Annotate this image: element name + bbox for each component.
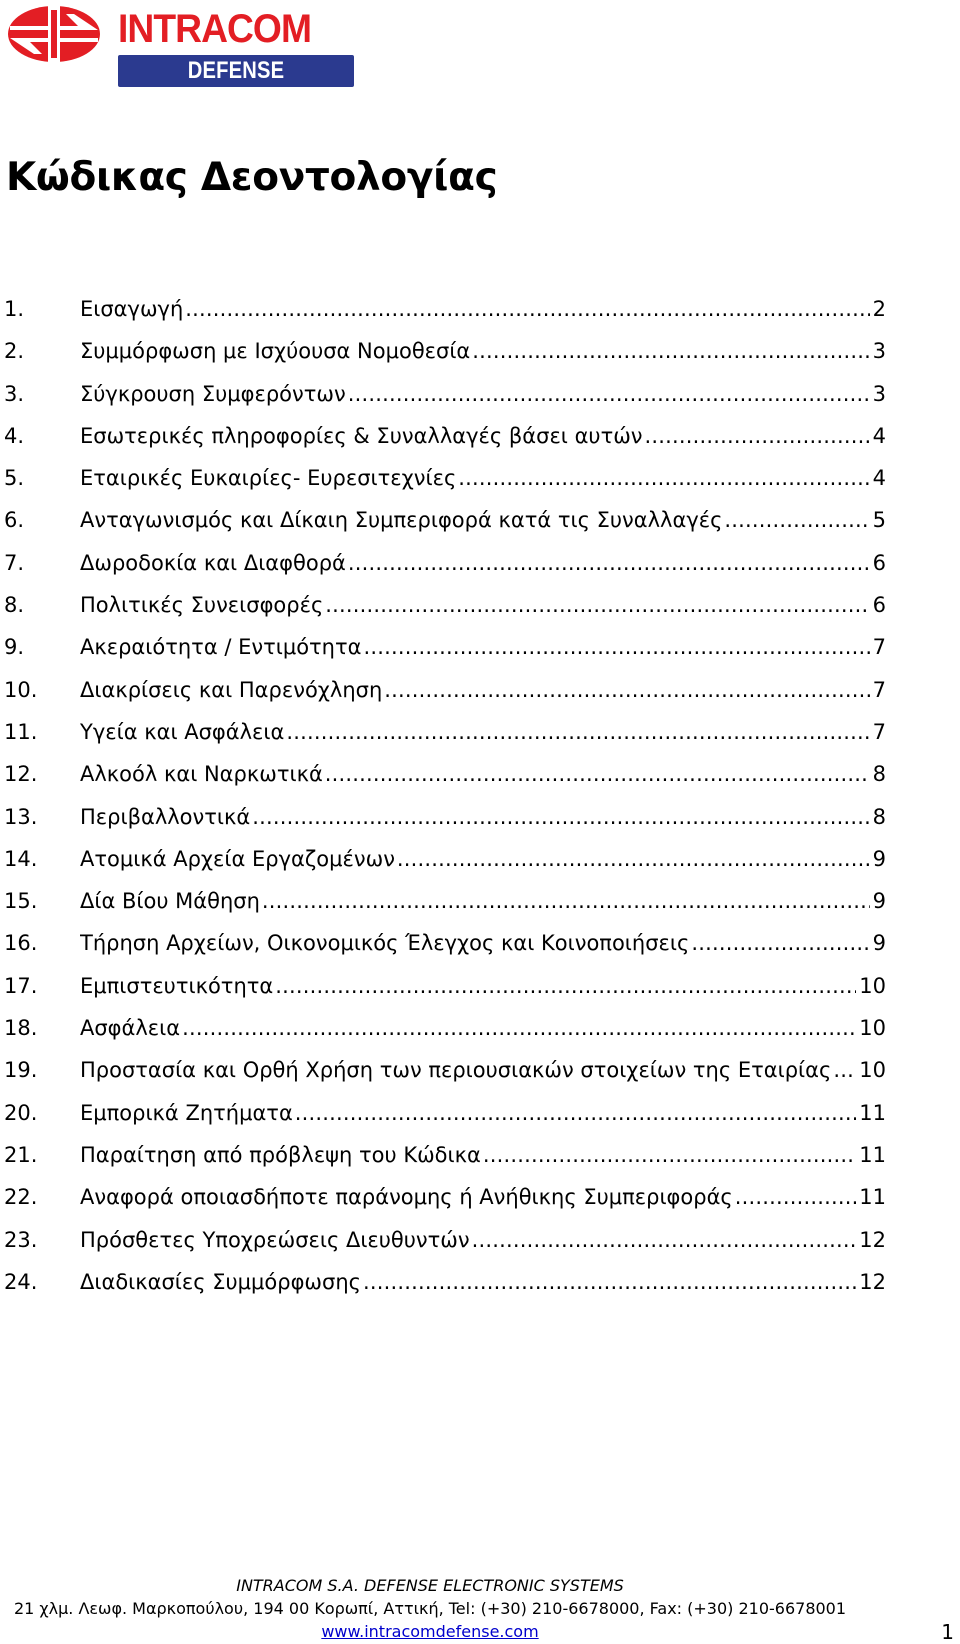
toc-entry-number: 8. [4,593,25,618]
toc-leader-dots [363,1267,856,1297]
toc-entry-number: 20. [4,1100,38,1125]
toc-entry[interactable] [4,632,886,674]
toc-entry-title: Ατομικά Αρχεία Εργαζομένων [80,846,395,871]
toc-entry-line [80,294,886,324]
toc-leader-dots [645,421,870,451]
toc-leader-dots [472,336,869,366]
toc-entry-title: Ανταγωνισμός και Δίκαιη Συμπεριφορά κατά τις Συναλλαγές [80,508,723,533]
website-link[interactable]: www.intracomdefense.com [321,1622,539,1641]
toc-entry-title: Δία Βίου Μάθηση [80,889,260,914]
toc-entry-number: 21. [4,1142,38,1167]
toc-entry-page: 7 [872,719,886,744]
toc-entry-title: Εσωτερικές πληροφορίες & Συναλλαγές βάσει αυτών [80,423,643,448]
toc-entry-line [80,1182,886,1212]
toc-leader-dots [262,886,870,916]
toc-entry[interactable] [4,463,886,505]
toc-entry-title: Πολιτικές Συνεισφορές [80,593,324,618]
toc-entry-number: 18. [4,1016,38,1041]
toc-entry-line [80,1098,886,1128]
toc-leader-dots [458,463,869,493]
toc-entry-line [80,336,886,366]
toc-entry-number: 17. [4,973,38,998]
document-title: Κώδικας Δεοντολογίας [6,155,498,200]
toc-entry-line [80,1140,886,1170]
toc-entry-number: 22. [4,1185,38,1210]
toc-entry-number: 5. [4,466,25,491]
toc-entry-title: Προστασία και Ορθή Χρήση των περιουσιακών στοιχείων της Εταιρίας [80,1058,832,1083]
page-number: 1 [941,1620,954,1644]
logo-subtitle: DEFENSE ELECTRONICS [162,57,310,116]
toc-entry-title: Ακεραιότητα / Εντιμότητα [80,635,362,660]
toc-entry-number: 12. [4,762,38,787]
toc-entry[interactable] [4,886,886,928]
toc-entry-page: 11 [859,1185,886,1210]
toc-entry-line [80,548,886,578]
toc-entry-number: 10. [4,677,38,702]
toc-entry[interactable] [4,1225,886,1267]
toc-entry-page: 4 [872,466,886,491]
toc-entry-page: 7 [872,677,886,702]
toc-entry-line [80,1013,886,1043]
toc-entry[interactable] [4,590,886,632]
toc-entry-number: 19. [4,1058,38,1083]
toc-entry[interactable] [4,675,886,717]
toc-leader-dots [286,717,869,747]
toc-entry[interactable] [4,548,886,590]
toc-entry-title: Ασφάλεια [80,1016,181,1041]
toc-entry-line [80,759,886,789]
toc-entry-page: 9 [872,931,886,956]
toc-leader-dots [691,928,869,958]
toc-entry[interactable] [4,1013,886,1055]
toc-leader-dots [384,675,869,705]
toc-entry[interactable] [4,505,886,547]
toc-entry-page: 2 [872,297,886,321]
toc-entry-page: 9 [872,889,886,914]
toc-entry-number: 15. [4,889,38,914]
toc-entry-number: 14. [4,846,38,871]
toc-entry-page: 6 [872,550,886,575]
toc-entry-line [80,1055,886,1085]
toc-leader-dots [735,1182,857,1212]
toc-entry-title: Παραίτηση από πρόβλεψη του Κώδικα [80,1142,481,1167]
toc-entry-line [80,590,886,620]
toc-entry-line [80,971,886,1001]
toc-entry[interactable] [4,1182,886,1224]
toc-entry-title: Σύγκρουση Συμφερόντων [80,381,346,406]
table-of-contents [4,294,886,1309]
toc-leader-dots [397,844,870,874]
toc-entry-line [80,717,886,747]
toc-entry-page: 10 [859,1058,886,1083]
footer-address: 21 χλμ. Λεωφ. Μαρκοπούλου, 194 00 Κορωπί, Αττική, Tel: (+30) 210-6678000, Fax: (+30) 210-6678001 [13,1599,847,1618]
toc-entry-page: 9 [872,846,886,871]
toc-entry-page: 10 [859,973,886,998]
toc-entry[interactable] [4,294,886,336]
toc-entry-title: Εταιρικές Ευκαιρίες- Ευρεσιτεχνίες [80,466,457,491]
toc-entry[interactable] [4,1140,886,1182]
toc-entry-page: 3 [872,339,886,364]
toc-entry[interactable] [4,759,886,801]
toc-entry[interactable] [4,379,886,421]
toc-entry[interactable] [4,421,886,463]
toc-entry-line [80,928,886,958]
toc-entry-number: 24. [4,1269,38,1294]
toc-entry-title: Διακρίσεις και Παρενόχληση [80,677,383,702]
toc-leader-dots [182,1013,856,1043]
toc-entry-title: Διαδικασίες Συμμόρφωσης [80,1269,361,1294]
toc-entry-number: 7. [4,550,25,575]
toc-entry-line [80,1267,886,1297]
toc-entry-title: Αναφορά οποιασδήποτε παράνομης ή Ανήθικης Συμπεριφοράς [80,1185,733,1210]
toc-leader-dots [295,1098,856,1128]
toc-entry[interactable] [4,971,886,1013]
toc-entry-title: Εμπιστευτικότητα [80,973,274,998]
footer-website [0,1622,960,1642]
toc-entry-page: 5 [872,508,886,533]
toc-entry-line [80,844,886,874]
toc-entry-number: 4. [4,423,25,448]
toc-leader-dots [325,759,870,789]
toc-leader-dots [472,1225,857,1255]
toc-entry-number: 1. [4,297,25,321]
toc-entry-line [80,379,886,409]
toc-leader-dots [833,1055,856,1085]
toc-entry-number: 11. [4,719,38,744]
intracom-emblem-icon [4,2,112,66]
toc-leader-dots [252,802,869,832]
toc-entry-page: 4 [872,423,886,448]
toc-leader-dots [483,1140,856,1170]
toc-leader-dots [363,632,869,662]
toc-entry-page: 8 [872,762,886,787]
toc-entry-title: Τήρηση Αρχείων, Οικονομικός Έλεγχος και Κοινοποιήσεις [80,931,690,956]
toc-entry-page: 8 [872,804,886,829]
toc-entry-line [80,802,886,832]
toc-entry[interactable] [4,1098,886,1140]
toc-entry-title: Πρόσθετες Υποχρεώσεις Διευθυντών [80,1227,470,1252]
toc-entry-title: Υγεία και Ασφάλεια [80,719,285,744]
toc-leader-dots [185,294,869,324]
toc-entry-number: 9. [4,635,25,660]
toc-entry-page: 7 [872,635,886,660]
toc-entry-title: Δωροδοκία και Διαφθορά [80,550,346,575]
logo-subtitle-band [118,55,354,116]
toc-entry[interactable] [4,1055,886,1097]
toc-leader-dots [724,505,869,535]
toc-leader-dots [348,548,870,578]
toc-entry-line [80,632,886,662]
toc-entry-number: 3. [4,381,25,406]
toc-entry-number: 23. [4,1227,38,1252]
toc-entry[interactable] [4,844,886,886]
toc-entry-page: 12 [859,1227,886,1252]
toc-leader-dots [275,971,856,1001]
toc-leader-dots [348,379,870,409]
toc-entry-number: 6. [4,508,25,533]
toc-entry-title: Περιβαλλοντικά [80,804,251,829]
toc-entry[interactable] [4,802,886,844]
toc-entry-title: Εισαγωγή [80,297,184,321]
toc-entry-number: 2. [4,339,25,364]
toc-entry-number: 16. [4,931,38,956]
footer-company: INTRACOM S.A. DEFENSE ELECTRONIC SYSTEMS [236,1576,624,1595]
toc-entry-page: 3 [872,381,886,406]
toc-entry-page: 11 [859,1100,886,1125]
toc-leader-dots [325,590,869,620]
toc-entry[interactable] [4,336,886,378]
toc-entry-title: Εμπορικά Ζητήματα [80,1100,293,1125]
toc-entry[interactable] [4,928,886,970]
toc-entry-page: 12 [859,1269,886,1294]
toc-entry-line [80,1225,886,1255]
toc-entry-line [80,421,886,451]
toc-entry[interactable] [4,1267,886,1309]
toc-entry-line [80,505,886,535]
toc-entry[interactable] [4,717,886,759]
toc-entry-title: Αλκοόλ και Ναρκωτικά [80,762,323,787]
company-logo [4,2,364,116]
toc-entry-page: 10 [859,1016,886,1041]
logo-wordmark: INTRACOM [118,7,312,51]
toc-entry-page: 6 [872,593,886,618]
toc-entry-line [80,886,886,916]
toc-entry-title: Συμμόρφωση με Ισχύουσα Νομοθεσία [80,339,471,364]
toc-entry-number: 13. [4,804,38,829]
toc-entry-line [80,463,886,493]
toc-entry-page: 11 [859,1142,886,1167]
toc-entry-line [80,675,886,705]
